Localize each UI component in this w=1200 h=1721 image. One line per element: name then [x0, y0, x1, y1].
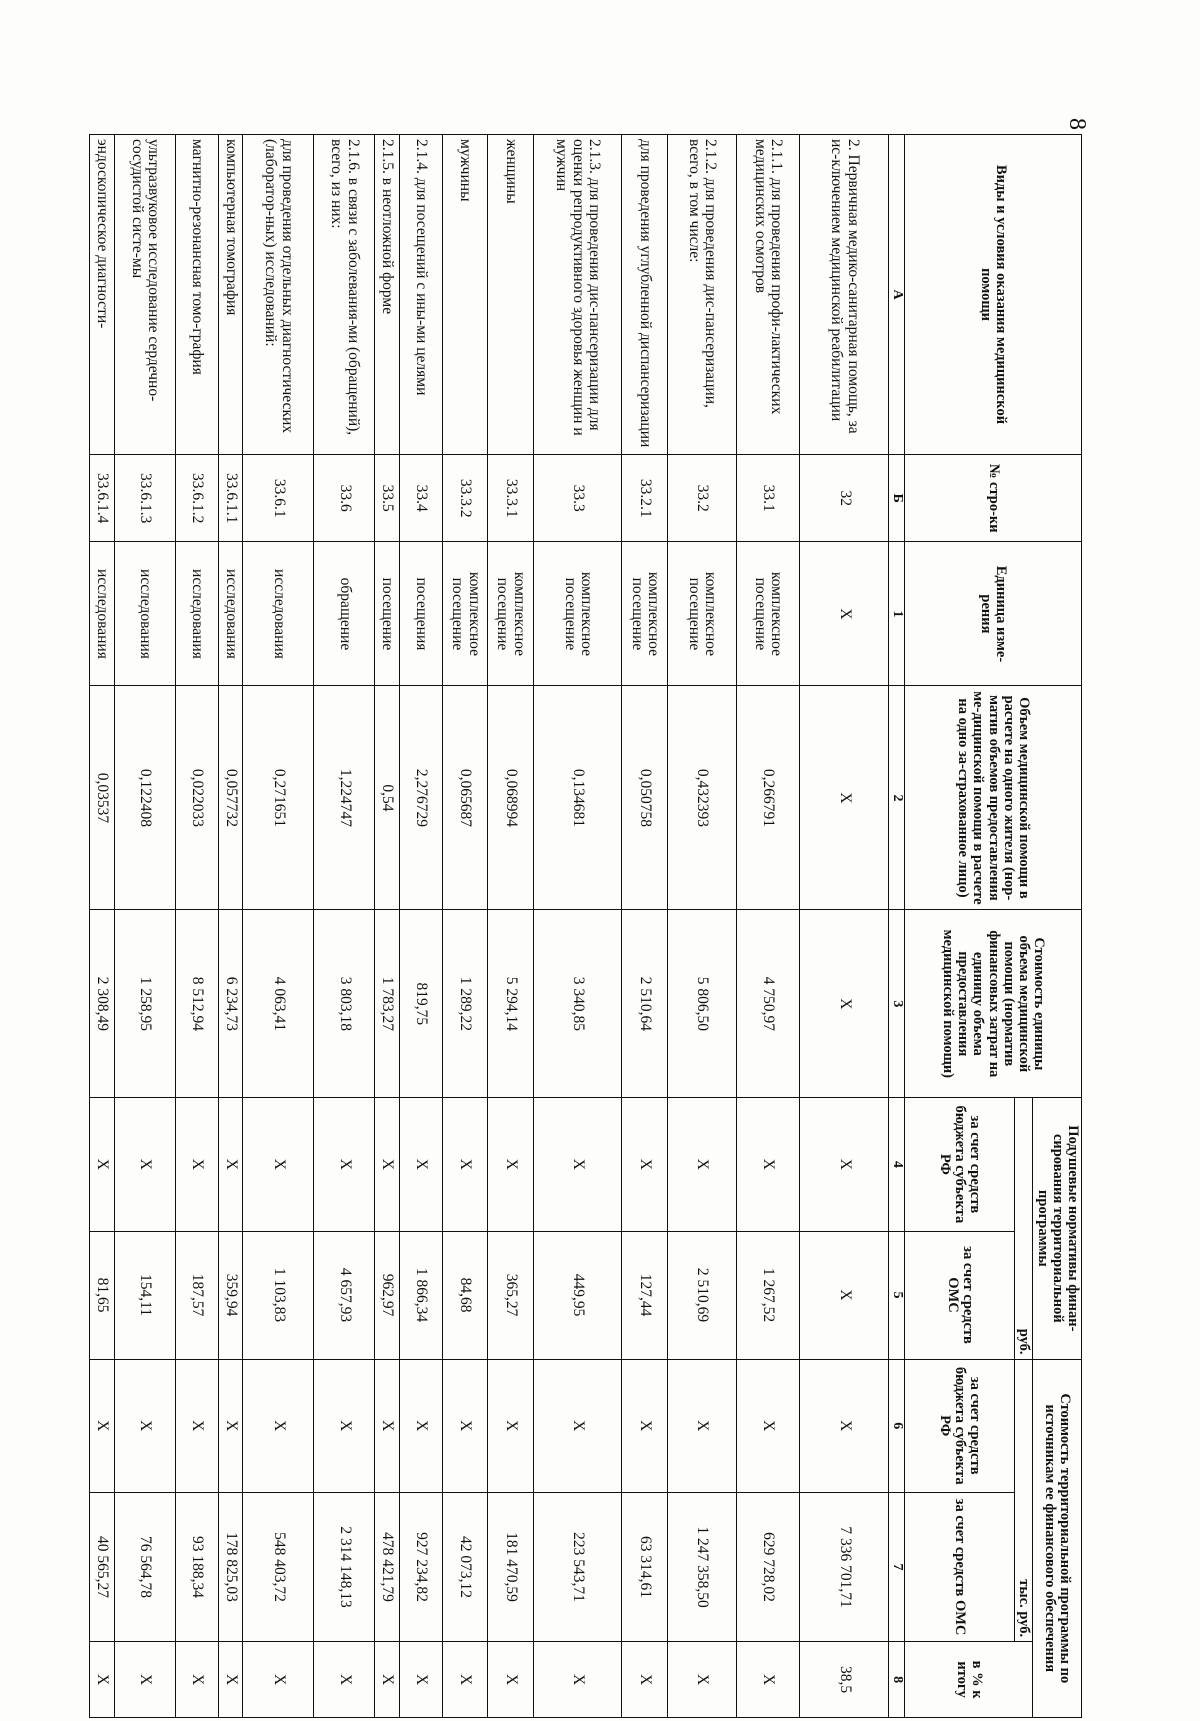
- table-row: [375, 135, 399, 1718]
- row-norm-oms: 154,11: [114, 1231, 175, 1359]
- row-norm-oms: 1 866,34: [399, 1231, 442, 1359]
- row-percent: X: [175, 1642, 218, 1718]
- row-name: 2. Первичная медико-санитарная помощь, за ис-ключением медицинской реабилитации: [800, 135, 889, 455]
- row-cost-budget: X: [488, 1359, 533, 1492]
- column-number: А: [889, 135, 905, 455]
- row-unit: исследования: [90, 542, 115, 686]
- row-cost-oms: 223 543,71: [533, 1492, 622, 1641]
- row-line-number: 33.6.1: [243, 455, 314, 542]
- row-name: ультразвуковое исследование сердечно-сосудистой систе-мы: [114, 135, 175, 455]
- row-percent: X: [375, 1642, 399, 1718]
- column-number: 3: [889, 910, 905, 1098]
- row-cost-budget: X: [90, 1359, 115, 1492]
- table-row: [90, 135, 115, 1718]
- row-volume: X: [800, 686, 889, 910]
- row-line-number: 33.2: [668, 455, 737, 542]
- column-number: 1: [889, 542, 905, 686]
- row-unit: комплексное посещение: [488, 542, 533, 686]
- row-line-number: 33.6.1.1: [218, 455, 242, 542]
- row-cost-budget: X: [800, 1359, 889, 1492]
- row-line-number: 33.6.1.2: [175, 455, 218, 542]
- table-row: [800, 135, 889, 1718]
- row-norm-budget: X: [243, 1098, 314, 1231]
- header-kinds: Виды и условия оказания медицинской помощи: [905, 135, 1082, 455]
- row-cost-oms: 181 470,59: [488, 1492, 533, 1641]
- row-name: 2.1.5. в неотложной форме: [375, 135, 399, 455]
- column-number: 7: [889, 1492, 905, 1641]
- row-norm-budget: X: [622, 1098, 668, 1231]
- row-line-number: 33.1: [736, 455, 800, 542]
- row-norm-budget: X: [800, 1098, 889, 1231]
- row-volume: 0,068994: [488, 686, 533, 910]
- table-row: [533, 135, 622, 1718]
- row-cost-budget: X: [218, 1359, 242, 1492]
- row-unit-cost: 5 294,14: [488, 910, 533, 1098]
- row-norm-budget: X: [114, 1098, 175, 1231]
- header-norms-unit: руб.: [1015, 1098, 1033, 1359]
- column-number: 8: [889, 1642, 905, 1718]
- row-norm-budget: X: [218, 1098, 242, 1231]
- row-unit-cost: 4 063,41: [243, 910, 314, 1098]
- row-unit-cost: 2 308,49: [90, 910, 115, 1098]
- table-row: [175, 135, 218, 1718]
- row-volume: 2,276729: [399, 686, 442, 910]
- row-percent: X: [668, 1642, 737, 1718]
- row-unit: комплексное посещение: [533, 542, 622, 686]
- row-line-number: 33.3: [533, 455, 622, 542]
- row-cost-budget: X: [736, 1359, 800, 1492]
- row-percent: X: [488, 1642, 533, 1718]
- row-cost-oms: 927 234,82: [399, 1492, 442, 1641]
- row-norm-oms: 449,95: [533, 1231, 622, 1359]
- row-cost-oms: 2 314 148,13: [314, 1492, 375, 1641]
- row-cost-budget: X: [175, 1359, 218, 1492]
- row-unit: посещение: [375, 542, 399, 686]
- row-cost-budget: X: [314, 1359, 375, 1492]
- row-norm-budget: X: [668, 1098, 737, 1231]
- row-cost-budget: X: [533, 1359, 622, 1492]
- row-cost-budget: X: [443, 1359, 488, 1492]
- row-percent: X: [622, 1642, 668, 1718]
- row-norm-oms: 4 657,93: [314, 1231, 375, 1359]
- row-volume: 0,03537: [90, 686, 115, 910]
- column-number: Б: [889, 455, 905, 542]
- row-unit: комплексное посещение: [443, 542, 488, 686]
- row-name: мужчины: [443, 135, 488, 455]
- row-cost-budget: X: [622, 1359, 668, 1492]
- row-volume: 0,432393: [668, 686, 737, 910]
- rotated-table-wrapper: [89, 134, 1082, 1718]
- row-line-number: 32: [800, 455, 889, 542]
- row-unit: исследования: [243, 542, 314, 686]
- row-norm-oms: 1 103,83: [243, 1231, 314, 1359]
- header-norm-oms: за счет средств ОМС: [905, 1231, 1015, 1359]
- row-cost-oms: 1 247 358,50: [668, 1492, 737, 1641]
- row-unit-cost: 6 234,73: [218, 910, 242, 1098]
- row-unit-cost: 1 289,22: [443, 910, 488, 1098]
- row-name: женщины: [488, 135, 533, 455]
- row-cost-oms: 178 825,03: [218, 1492, 242, 1641]
- header-cost-unit: тыс. руб.: [1015, 1359, 1033, 1642]
- row-percent: X: [90, 1642, 115, 1718]
- row-name: эндоскопическое диагности-: [90, 135, 115, 455]
- row-volume: 0,057732: [218, 686, 242, 910]
- row-norm-oms: 962,97: [375, 1231, 399, 1359]
- row-unit-cost: 3 803,18: [314, 910, 375, 1098]
- row-unit-cost: 1 783,27: [375, 910, 399, 1098]
- row-percent: X: [314, 1642, 375, 1718]
- row-percent: X: [736, 1642, 800, 1718]
- row-line-number: 33.3.2: [443, 455, 488, 542]
- financing-table: [89, 134, 1082, 1718]
- row-line-number: 33.6.1.3: [114, 455, 175, 542]
- header-program-cost: Стоимость территориальной программы по источникам ее финансового обеспечения: [1033, 1359, 1082, 1717]
- row-percent: X: [443, 1642, 488, 1718]
- row-percent: X: [243, 1642, 314, 1718]
- row-unit-cost: 3 340,85: [533, 910, 622, 1098]
- header-per-capita-norms: Подушевые нормативы финан-сирования территориальной программы: [1033, 1098, 1082, 1359]
- row-cost-budget: X: [375, 1359, 399, 1492]
- row-cost-budget: X: [668, 1359, 737, 1492]
- row-volume: 0,266791: [736, 686, 800, 910]
- table-row: [622, 135, 668, 1718]
- row-unit-cost: 8 512,94: [175, 910, 218, 1098]
- row-unit: посещения: [399, 542, 442, 686]
- row-name: 2.1.3. для проведения дис-пансеризации для оценки репродуктивного здоровья женщин и мужчин: [533, 135, 622, 455]
- row-cost-oms: 93 188,34: [175, 1492, 218, 1641]
- row-line-number: 33.2.1: [622, 455, 668, 542]
- row-name: 2.1.4. для посещений с ины-ми целями: [399, 135, 442, 455]
- row-cost-oms: 63 314,61: [622, 1492, 668, 1641]
- row-cost-budget: X: [243, 1359, 314, 1492]
- row-unit: исследования: [175, 542, 218, 686]
- row-volume: 0,050758: [622, 686, 668, 910]
- header-unit-cost: Стоимость единицы объема медицинской помощи (норматив финансовых затрат на единицу объема предоставления медицинской помощи): [905, 910, 1082, 1098]
- page-number: 8: [1064, 118, 1090, 130]
- row-cost-oms: 7 336 701,71: [800, 1492, 889, 1641]
- row-unit: исследования: [218, 542, 242, 686]
- column-number: 5: [889, 1231, 905, 1359]
- row-norm-budget: X: [375, 1098, 399, 1231]
- row-percent: 38,5: [800, 1642, 889, 1718]
- row-volume: 0,122408: [114, 686, 175, 910]
- column-number: 4: [889, 1098, 905, 1231]
- row-unit: комплексное посещение: [622, 542, 668, 686]
- row-unit-cost: 4 750,97: [736, 910, 800, 1098]
- row-unit: обращение: [314, 542, 375, 686]
- row-unit-cost: 1 258,95: [114, 910, 175, 1098]
- row-cost-oms: 76 564,78: [114, 1492, 175, 1641]
- row-cost-budget: X: [114, 1359, 175, 1492]
- row-norm-budget: X: [314, 1098, 375, 1231]
- row-name: магнитно-резонансная томо-графия: [175, 135, 218, 455]
- row-name: 2.1.2. для проведения дис-пансеризации, всего, в том числе:: [668, 135, 737, 455]
- row-norm-oms: 127,44: [622, 1231, 668, 1359]
- table-row: [218, 135, 242, 1718]
- column-number-row: [889, 135, 905, 1718]
- row-norm-budget: X: [443, 1098, 488, 1231]
- row-norm-budget: X: [533, 1098, 622, 1231]
- table-row: [668, 135, 737, 1718]
- row-line-number: 33.5: [375, 455, 399, 542]
- header-line-number: № стро-ки: [905, 455, 1082, 542]
- row-line-number: 33.6.1.4: [90, 455, 115, 542]
- row-norm-oms: 359,94: [218, 1231, 242, 1359]
- table-row: [736, 135, 800, 1718]
- row-norm-budget: X: [488, 1098, 533, 1231]
- row-volume: 1,224747: [314, 686, 375, 910]
- row-unit-cost: 819,75: [399, 910, 442, 1098]
- row-volume: 0,065687: [443, 686, 488, 910]
- row-norm-oms: 81,65: [90, 1231, 115, 1359]
- row-unit-cost: X: [800, 910, 889, 1098]
- row-norm-oms: 1 267,52: [736, 1231, 800, 1359]
- table-row: [399, 135, 442, 1718]
- row-line-number: 33.3.1: [488, 455, 533, 542]
- table-body: [90, 135, 889, 1718]
- row-name: для проведения углубленной диспансеризации: [622, 135, 668, 455]
- row-volume: 0,134681: [533, 686, 622, 910]
- row-unit-cost: 5 806,50: [668, 910, 737, 1098]
- row-cost-oms: 42 073,12: [443, 1492, 488, 1641]
- row-percent: X: [533, 1642, 622, 1718]
- row-norm-oms: 187,57: [175, 1231, 218, 1359]
- table-row: [114, 135, 175, 1718]
- row-name: 2.1.1. для проведения профи-лактических медицинских осмотров: [736, 135, 800, 455]
- row-name: для проведения отдельных диагностических (лаборатор-ных) исследований:: [243, 135, 314, 455]
- row-norm-oms: X: [800, 1231, 889, 1359]
- row-norm-budget: X: [399, 1098, 442, 1231]
- row-cost-oms: 40 565,27: [90, 1492, 115, 1641]
- row-unit: комплексное посещение: [668, 542, 737, 686]
- row-percent: X: [114, 1642, 175, 1718]
- row-norm-oms: 365,27: [488, 1231, 533, 1359]
- row-line-number: 33.4: [399, 455, 442, 542]
- row-unit: X: [800, 542, 889, 686]
- row-cost-oms: 478 421,79: [375, 1492, 399, 1641]
- row-unit: комплексное посещение: [736, 542, 800, 686]
- table-row: [243, 135, 314, 1718]
- row-percent: X: [399, 1642, 442, 1718]
- header-percent: в % к итогу: [905, 1642, 1033, 1718]
- row-norm-budget: X: [175, 1098, 218, 1231]
- table-row: [314, 135, 375, 1718]
- row-norm-oms: 2 510,69: [668, 1231, 737, 1359]
- row-norm-oms: 84,68: [443, 1231, 488, 1359]
- header-cost-budget: за счет средств бюджета субъекта РФ: [905, 1359, 1015, 1492]
- row-volume: 0,271651: [243, 686, 314, 910]
- row-percent: X: [218, 1642, 242, 1718]
- row-cost-budget: X: [399, 1359, 442, 1492]
- table-row: [443, 135, 488, 1718]
- row-norm-budget: X: [90, 1098, 115, 1231]
- row-cost-oms: 629 728,02: [736, 1492, 800, 1641]
- row-unit: исследования: [114, 542, 175, 686]
- row-unit-cost: 2 510,64: [622, 910, 668, 1098]
- row-cost-oms: 548 403,72: [243, 1492, 314, 1641]
- header-unit: Единица изме-рения: [905, 542, 1082, 686]
- column-number: 2: [889, 686, 905, 910]
- row-name: компьютерная томография: [218, 135, 242, 455]
- row-line-number: 33.6: [314, 455, 375, 542]
- header-norm-budget: за счет средств бюджета субъекта РФ: [905, 1098, 1015, 1231]
- header-volume: Объем медицинской помощи в расчете на одного жителя (нор-матив объемов предоставления ме-дицинской помощи в расчете на одно за-страхованное лицо): [905, 686, 1082, 910]
- row-name: 2.1.6. в связи с заболевания-ми (обращений), всего, из них:: [314, 135, 375, 455]
- row-volume: 0,022033: [175, 686, 218, 910]
- column-number: 6: [889, 1359, 905, 1492]
- header-cost-oms: за счет средств ОМС: [905, 1492, 1015, 1641]
- table-row: [488, 135, 533, 1718]
- row-norm-budget: X: [736, 1098, 800, 1231]
- row-volume: 0,54: [375, 686, 399, 910]
